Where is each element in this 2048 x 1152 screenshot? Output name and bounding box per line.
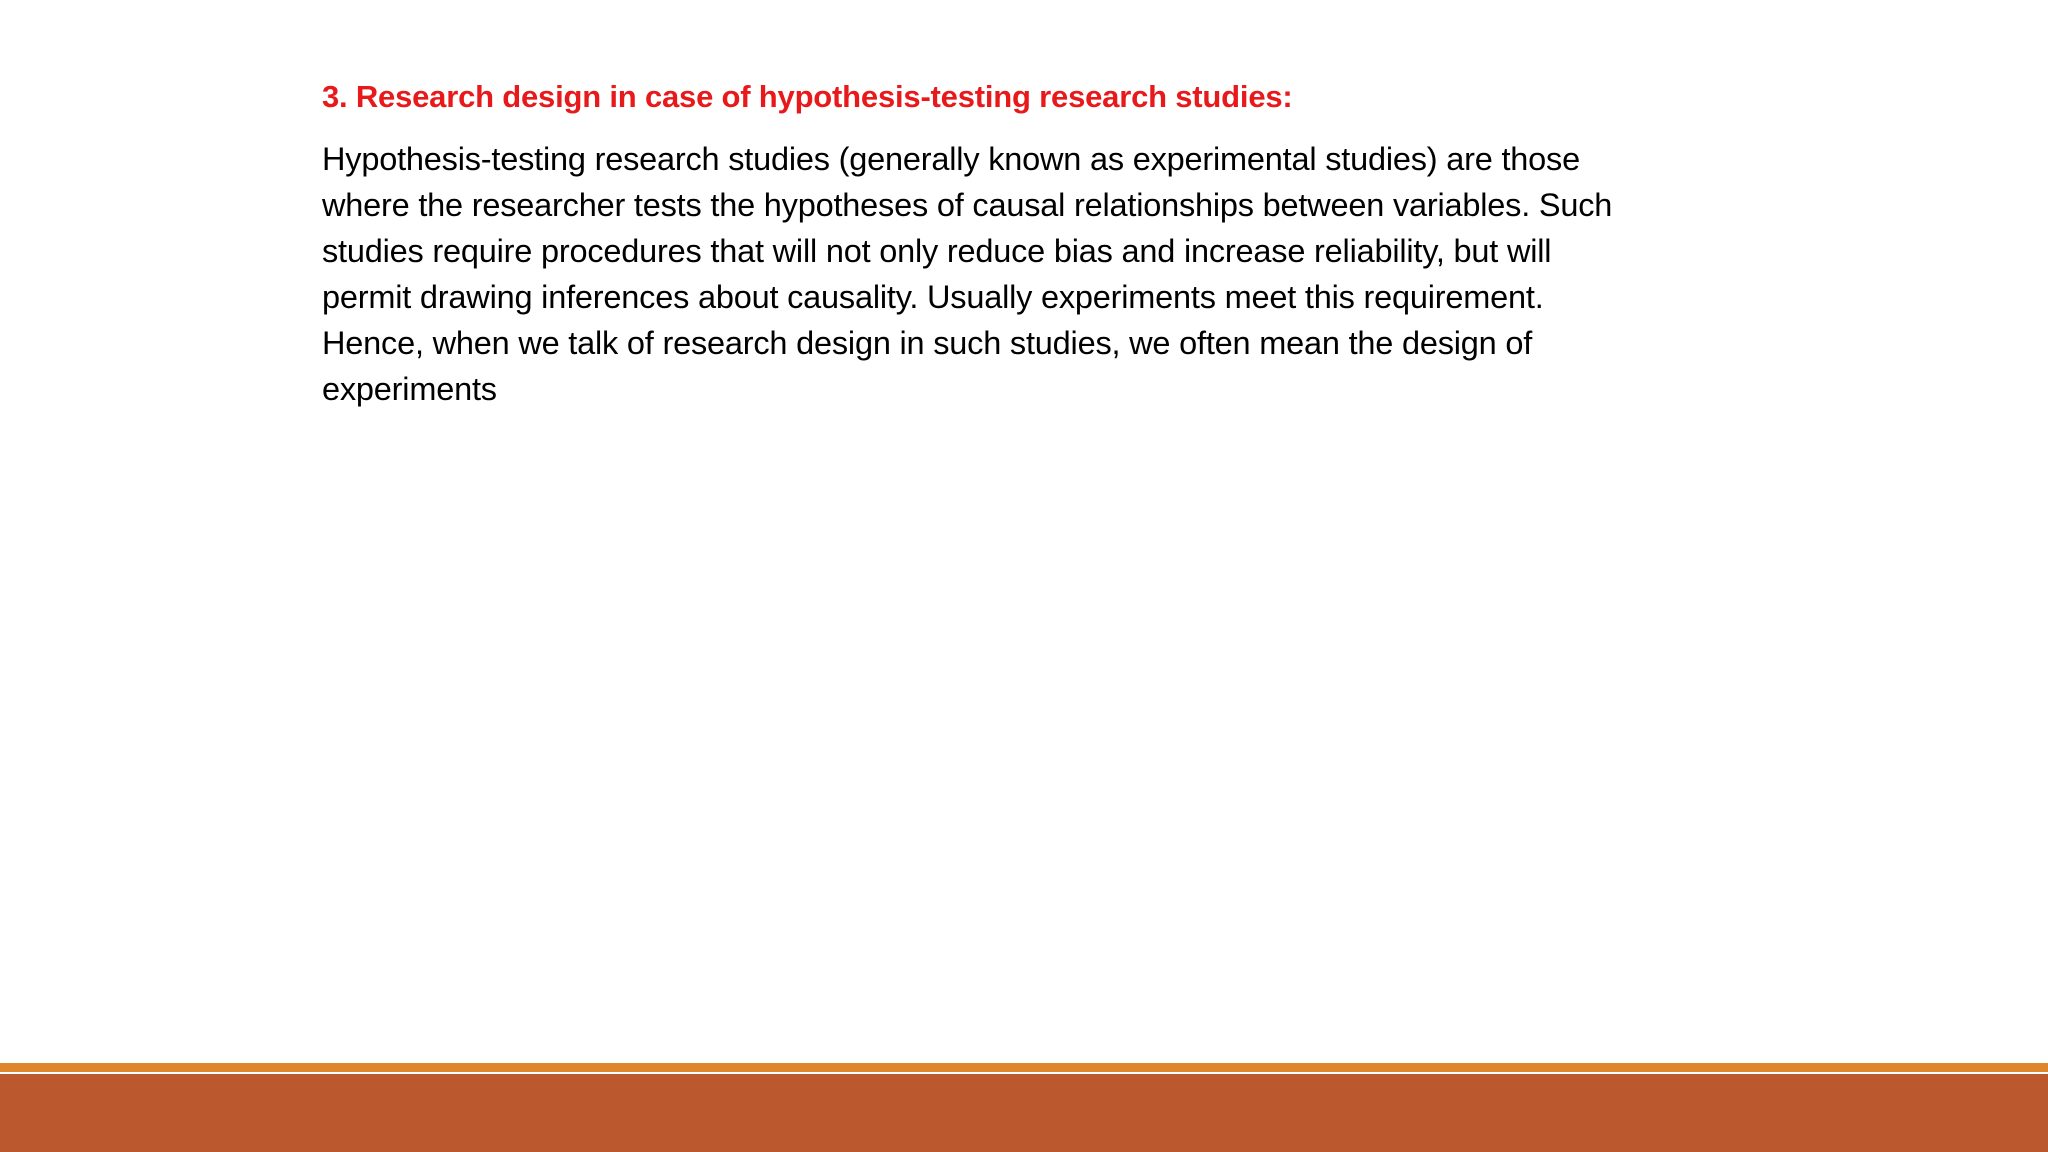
body-line: Hence, when we talk of research design in such studies, we often mean the design of (322, 325, 1533, 361)
slide-footer (0, 1063, 2048, 1152)
footer-accent-stripe (0, 1063, 2048, 1072)
body-line: where the researcher tests the hypotheses of causal relationships between variables. Such (322, 187, 1613, 223)
slide-body-paragraph (322, 136, 1762, 412)
slide-heading: 3. Research design in case of hypothesis-testing research studies: (322, 79, 1293, 114)
body-line: Hypothesis-testing research studies (generally known as experimental studies) are those (322, 141, 1580, 177)
body-line: permit drawing inferences about causality. Usually experiments meet this requirement. (322, 279, 1544, 315)
footer-band (0, 1074, 2048, 1152)
body-line: experiments (322, 371, 497, 407)
body-line: studies require procedures that will not only reduce bias and increase reliability, but will (322, 233, 1552, 269)
slide-content (322, 74, 1762, 412)
